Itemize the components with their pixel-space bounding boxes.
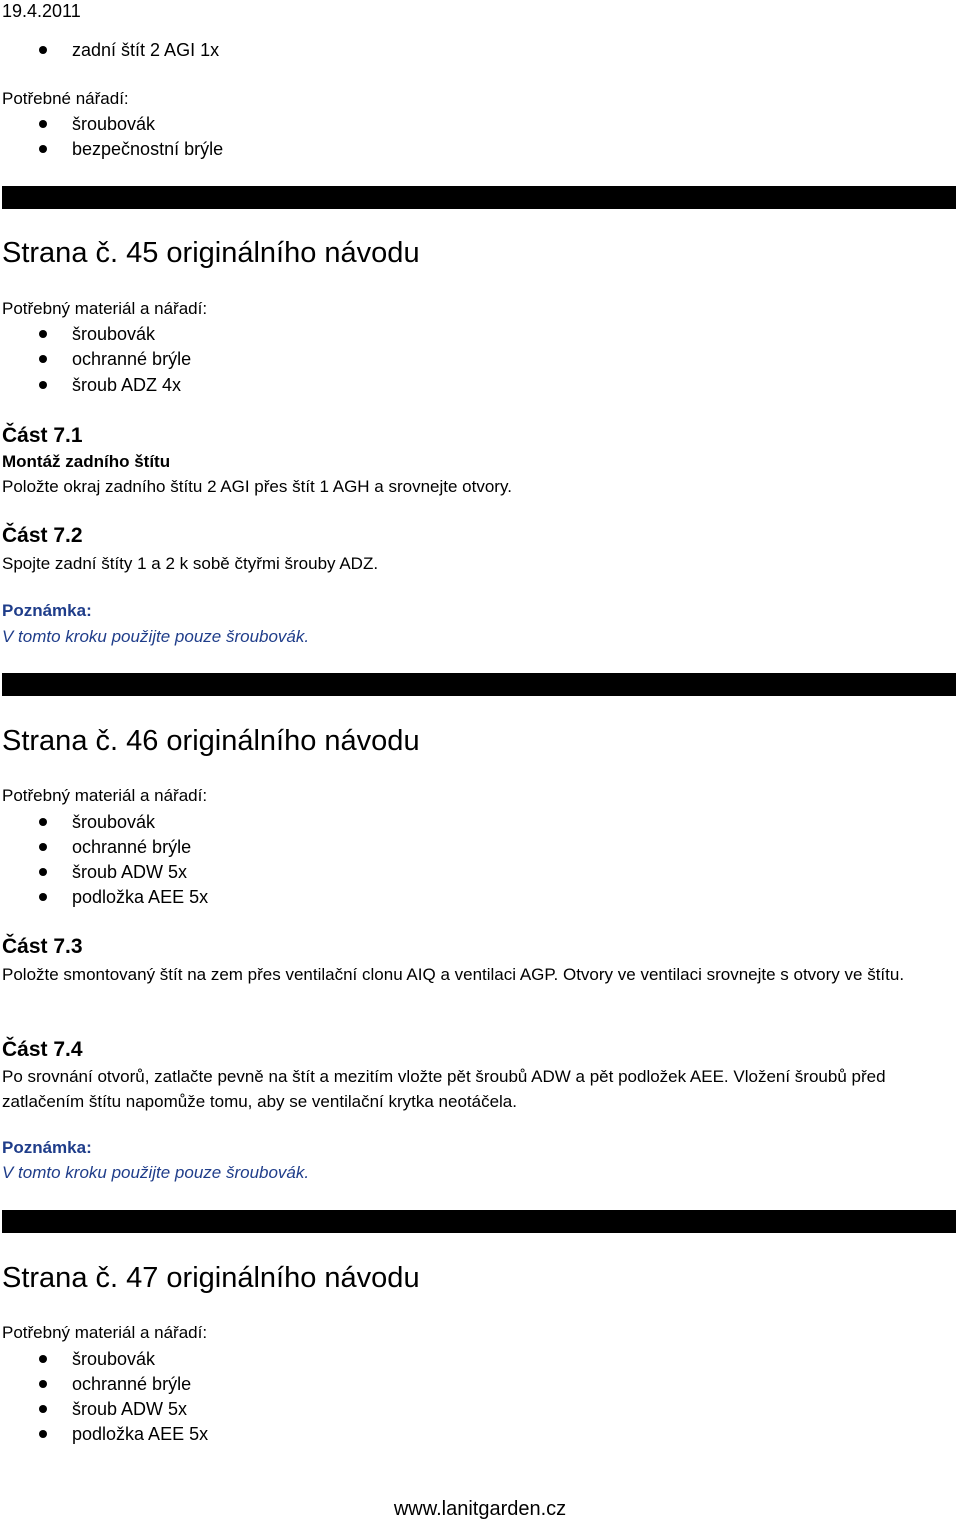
part-text: Po srovnání otvorů, zatlačte pevně na štít a mezitím vložte pět šroubů ADW a pět podložek AEE. Vložení šroubů před zatlačením štítu napomůže tomu, aby se ventilační krytka neotáčela.	[2, 1067, 886, 1111]
bullet-icon	[39, 868, 47, 876]
section-divider	[2, 186, 956, 209]
section-divider	[2, 673, 956, 696]
bullet-icon	[39, 1355, 47, 1363]
list-item: ochranné brýle	[72, 837, 192, 857]
bullet-icon	[39, 1405, 47, 1413]
bullet-icon	[39, 893, 47, 901]
bullet-icon	[39, 1380, 47, 1388]
list-item: šroubovák	[72, 324, 156, 344]
bullet-icon	[39, 818, 47, 826]
bullet-icon	[39, 355, 47, 363]
part-text: Spojte zadní štíty 1 a 2 k sobě čtyřmi šrouby ADZ.	[2, 554, 379, 573]
part-subtitle: Montáž zadního štítu	[2, 452, 171, 471]
note-text: V tomto kroku použijte pouze šroubovák.	[2, 1163, 310, 1182]
bullet-icon	[39, 120, 47, 128]
bullet-icon	[39, 843, 47, 851]
bullet-icon	[39, 330, 47, 338]
material-label: Potřebný materiál a nářadí:	[2, 1323, 208, 1342]
part-text: Položte okraj zadního štítu 2 AGI přes štít 1 AGH a srovnejte otvory.	[2, 477, 512, 496]
part-text: Položte smontovaný štít na zem přes ventilační clonu AIQ a ventilaci AGP. Otvory ve ventilaci srovnejte s otvory ve štítu.	[2, 965, 905, 984]
note-label: Poznámka:	[2, 601, 92, 620]
list-item: šroub ADW 5x	[72, 862, 188, 882]
list-item: bezpečnostní brýle	[72, 139, 224, 159]
material-label: Potřebný materiál a nářadí:	[2, 786, 208, 805]
section-heading-45: Strana č. 45 originálního návodu	[2, 237, 420, 269]
material-label: Potřebný materiál a nářadí:	[2, 299, 208, 318]
part-title: Část 7.2	[2, 524, 83, 547]
list-item: podložka AEE 5x	[72, 887, 209, 907]
bullet-icon	[39, 145, 47, 153]
section-divider	[2, 1210, 956, 1233]
list-item: šroub ADW 5x	[72, 1399, 188, 1419]
list-item: šroubovák	[72, 114, 156, 134]
section-heading-47: Strana č. 47 originálního návodu	[2, 1262, 420, 1294]
list-item: šroub ADZ 4x	[72, 375, 182, 395]
list-item: ochranné brýle	[72, 349, 192, 369]
date: 19.4.2011	[2, 1, 81, 21]
list-item: zadní štít 2 AGI 1x	[72, 40, 220, 60]
part-title: Část 7.3	[2, 935, 83, 958]
note-text: V tomto kroku použijte pouze šroubovák.	[2, 627, 310, 646]
list-item: podložka AEE 5x	[72, 1424, 209, 1444]
part-title: Část 7.1	[2, 424, 83, 447]
part-title: Část 7.4	[2, 1038, 83, 1061]
list-item: šroubovák	[72, 1349, 156, 1369]
list-item: šroubovák	[72, 812, 156, 832]
note-label: Poznámka:	[2, 1138, 92, 1157]
bullet-icon	[39, 381, 47, 389]
list-item: ochranné brýle	[72, 1374, 192, 1394]
section-heading-46: Strana č. 46 originálního návodu	[2, 725, 420, 757]
footer-link[interactable]: www.lanitgarden.cz	[393, 1498, 567, 1520]
bullet-icon	[39, 1430, 47, 1438]
tools-label: Potřebné nářadí:	[2, 89, 129, 108]
bullet-icon	[39, 46, 47, 54]
